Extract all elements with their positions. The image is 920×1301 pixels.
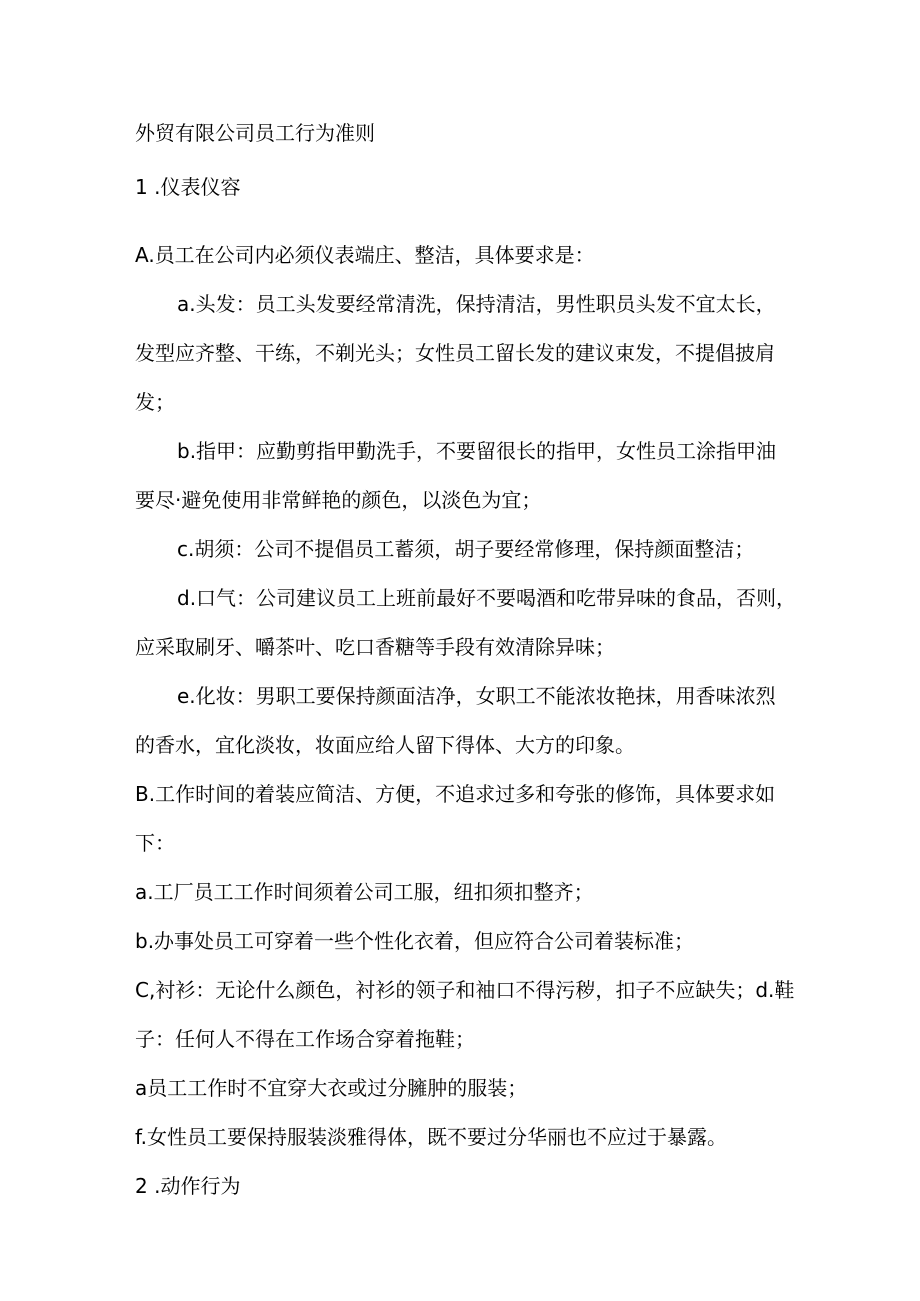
part-a-intro: A.员工在公司内必须仪表端庄、整洁，具体要求是： [135,243,595,267]
makeup-rule-line-2: 的香水，宜化淡妆，妆面应给人留下得体、大方的印象。 [135,733,635,757]
nails-rule-line-1: b.指甲：应勤剪指甲勤洗手，不要留很长的指甲，女性员工涂指甲油 [177,439,777,463]
nails-rule-line-2: 要尽·避免使用非常鲜艳的颜色，以淡色为宜； [135,488,542,512]
dress-item-shoes: 子：任何人不得在工作场合穿着拖鞋； [135,1027,475,1051]
beard-rule-line-1: c.胡须：公司不提倡员工蓄须，胡子要经常修理，保持颜面整洁； [177,537,755,561]
hair-rule-line-3: 发； [135,390,175,414]
hair-rule-line-2: 发型应齐整、干练，不剃光头；女性员工留长发的建议束发，不提倡披肩 [135,341,775,365]
breath-rule-line-2: 应采取刷牙、嚼茶叶、吃口香糖等手段有效清除异味； [135,635,615,659]
dress-item-coat: a员工工作时不宜穿大衣或过分臃肿的服装； [135,1076,528,1100]
section-heading-1: 1 .仪表仪容 [135,175,241,199]
dress-item-uniform: a.工厂员工工作时间须着公司工服，纽扣须扣整齐； [135,880,594,904]
part-b-intro-line-1: B.工作时间的着装应简洁、方便，不追求过多和夸张的修饰，具体要求如 [135,782,776,806]
section-heading-2: 2 .动作行为 [135,1174,241,1198]
breath-rule-line-1: d.口气：公司建议员工上班前最好不要喝酒和吃带异味的食品，否则， [177,586,797,610]
dress-item-female: f.女性员工要保持服装淡雅得体，既不要过分华丽也不应过于暴露。 [135,1125,727,1149]
makeup-rule-line-1: e.化妆：男职工要保持颜面洁净，女职工不能浓妆艳抹，用香味浓烈 [177,684,776,708]
hair-rule-line-1: a.头发：员工头发要经常清洗，保持清洁，男性职员头发不宜太长， [177,292,776,316]
part-b-intro-line-2: 下： [135,831,175,855]
dress-item-shirt: C,衬衫：无论什么颜色，衬衫的领子和袖口不得污秽，扣子不应缺失；d.鞋 [135,978,795,1002]
dress-item-office: b.办事处员工可穿着一些个性化衣着，但应符合公司着装标准； [135,929,695,953]
document-title: 外贸有限公司员工行为准则 [135,121,375,145]
